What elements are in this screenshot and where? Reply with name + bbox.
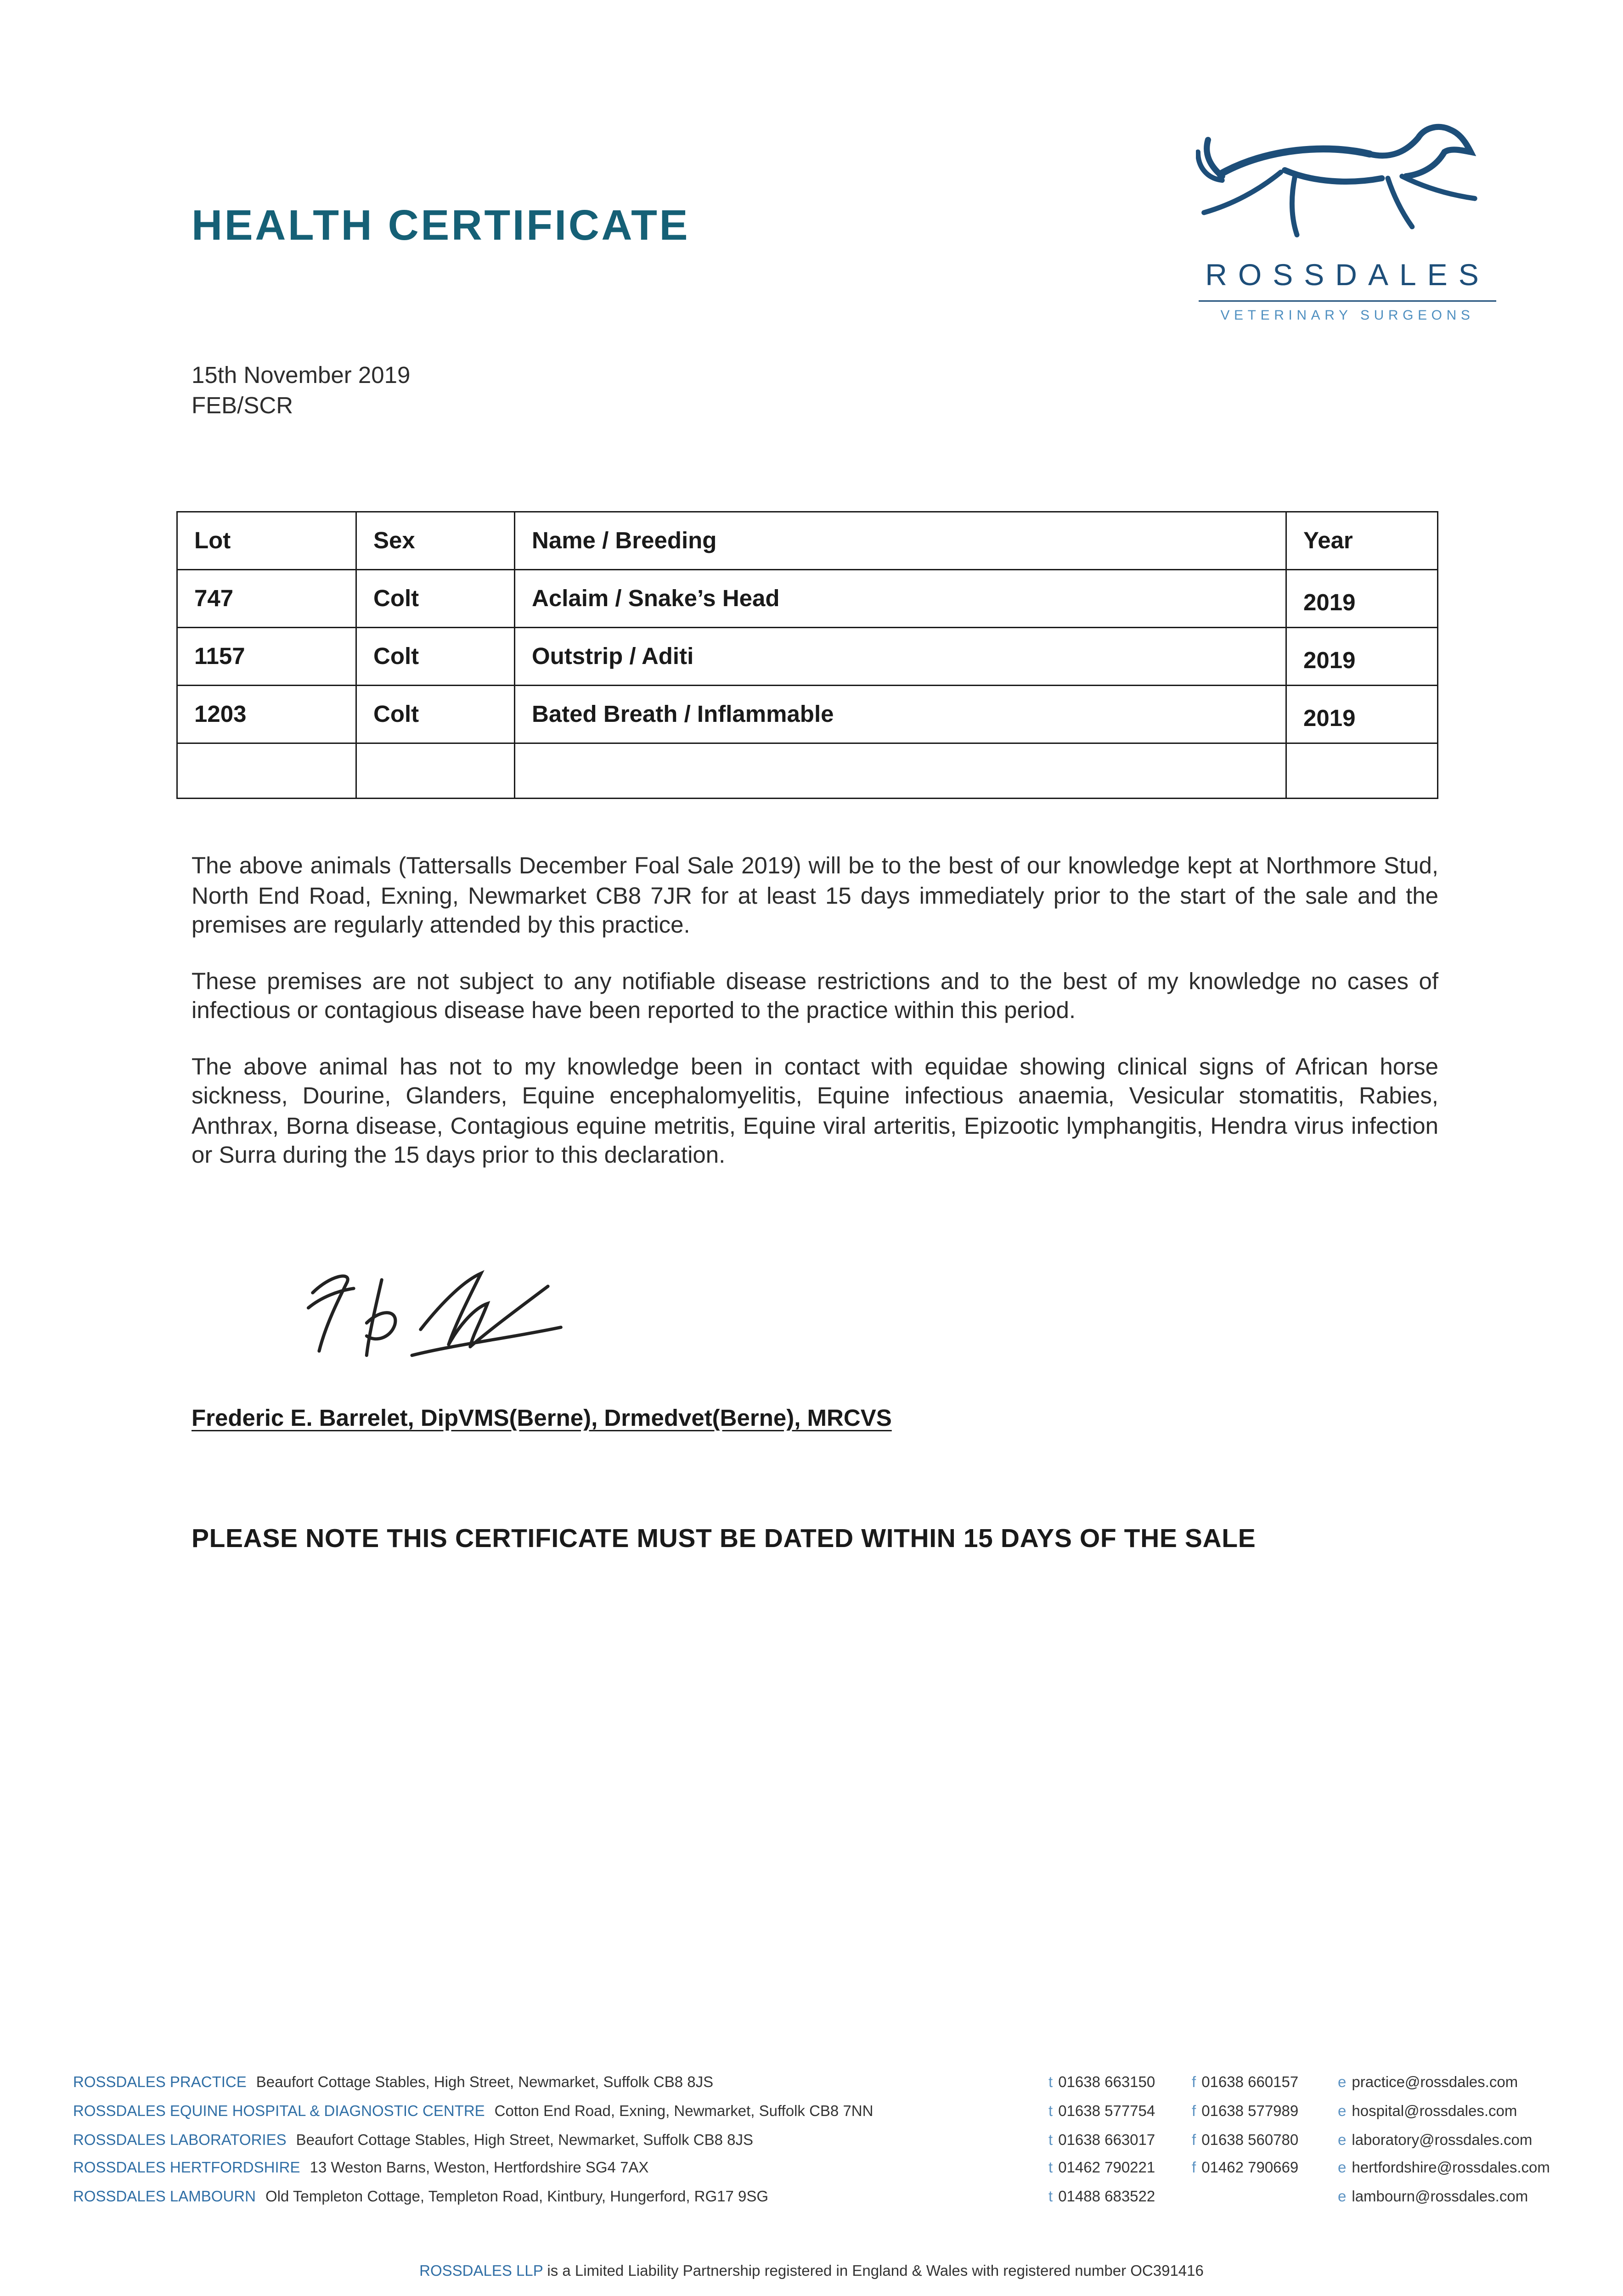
cell-year (1286, 743, 1438, 799)
cell-lot (177, 743, 356, 799)
tel-label: t (1048, 2075, 1053, 2091)
email-label: e (1338, 2075, 1347, 2091)
office-tel (1048, 2184, 1192, 2212)
tel-number: 01638 663150 (1058, 2075, 1155, 2091)
table-row-empty (177, 743, 1438, 799)
office-email (1338, 2069, 1543, 2098)
email-label: e (1338, 2132, 1347, 2149)
cell-lot: 1203 (177, 686, 356, 743)
fax-number: 01638 660157 (1201, 2075, 1299, 2091)
veterinarian-name: Frederic E. Barrelet, DipVMS(Berne), Drmedvet(Berne), MRCVS (192, 1405, 892, 1431)
office-name: ROSSDALES PRACTICE (73, 2075, 247, 2091)
email-address: practice@rossdales.com (1352, 2075, 1518, 2091)
email-address: hertfordshire@rossdales.com (1352, 2161, 1550, 2178)
registration-brand: ROSSDALES LLP (419, 2263, 543, 2280)
page-title: HEALTH CERTIFICATE (192, 201, 690, 249)
galloping-horse-icon (1196, 121, 1499, 253)
email-address: lambourn@rossdales.com (1352, 2189, 1528, 2206)
col-header-name: Name / Breeding (515, 512, 1286, 570)
cell-sex: Colt (356, 628, 515, 686)
tel-label: t (1048, 2103, 1053, 2120)
cell-sex: Colt (356, 686, 515, 743)
fax-label: f (1192, 2103, 1196, 2120)
lots-table (176, 511, 1438, 799)
logo-brand-text: ROSSDALES (1205, 258, 1490, 292)
office-name-address (73, 2184, 1048, 2212)
fax-label: f (1192, 2075, 1196, 2091)
office-name: ROSSDALES HERTFORDSHIRE (73, 2161, 300, 2178)
office-name-address (73, 2069, 1048, 2098)
declaration-text (192, 851, 1438, 1197)
tel-label: t (1048, 2132, 1053, 2149)
fax-number: 01462 790669 (1201, 2161, 1299, 2178)
office-row-practice (73, 2069, 1543, 2098)
fax-label: f (1192, 2132, 1196, 2149)
tel-label: t (1048, 2189, 1053, 2206)
email-address: hospital@rossdales.com (1352, 2103, 1517, 2120)
cell-year: 2019 (1286, 686, 1438, 743)
office-name-address (73, 2127, 1048, 2155)
office-name: ROSSDALES LAMBOURN (73, 2189, 256, 2206)
paragraph-premises: The above animals (Tattersalls December Foal Sale 2019) will be to the best of our knowledge kept at Northmore Stud, North End Road, Exning, Newmarket CB8 7JR for at least 15 days immediately prior to the start of the sale and the premises are regularly attended by this practice. (192, 853, 1438, 938)
cell-year: 2019 (1286, 628, 1438, 686)
office-row-laboratories (73, 2127, 1543, 2155)
rossdales-logo (1196, 121, 1499, 324)
tel-number: 01638 577754 (1058, 2103, 1155, 2120)
office-name: ROSSDALES LABORATORIES (73, 2132, 287, 2149)
cell-name: Bated Breath / Inflammable (515, 686, 1286, 743)
table-row (177, 570, 1438, 628)
cell-lot: 747 (177, 570, 356, 628)
cell-name (515, 743, 1286, 799)
col-header-lot: Lot (177, 512, 356, 570)
office-name: ROSSDALES EQUINE HOSPITAL & DIAGNOSTIC CENTRE (73, 2103, 485, 2120)
paragraph-disease-restrictions: These premises are not subject to any notifiable disease restrictions and to the best of my knowledge no cases of infectious or contagious disease have been reported to the practice within this period. (192, 968, 1438, 1024)
office-address: Old Templeton Cottage, Templeton Road, Kintbury, Hungerford, RG17 9SG (265, 2189, 769, 2206)
office-address: Cotton End Road, Exning, Newmarket, Suffolk CB8 7NN (494, 2103, 873, 2120)
validity-notice: PLEASE NOTE THIS CERTIFICATE MUST BE DATED WITHIN 15 DAYS OF THE SALE (192, 1525, 1256, 1554)
cell-sex: Colt (356, 570, 515, 628)
registration-line (0, 2263, 1623, 2280)
email-address: laboratory@rossdales.com (1352, 2132, 1533, 2149)
table-header-row (177, 512, 1438, 570)
footer-offices (73, 2069, 1550, 2212)
cell-lot: 1157 (177, 628, 356, 686)
office-email (1338, 2155, 1550, 2183)
email-label: e (1338, 2161, 1347, 2178)
certificate-date: 15th November 2019 (192, 362, 411, 388)
office-fax (1192, 2155, 1338, 2183)
logo-divider (1199, 300, 1496, 302)
tel-number: 01488 683522 (1058, 2189, 1155, 2206)
office-name-address (73, 2098, 1048, 2126)
office-fax (1192, 2069, 1338, 2098)
cell-year: 2019 (1286, 570, 1438, 628)
fax-number: 01638 560780 (1201, 2132, 1299, 2149)
handwritten-signature (282, 1256, 606, 1383)
office-row-hospital (73, 2098, 1543, 2126)
fax-number: 01638 577989 (1201, 2103, 1299, 2120)
table-row (177, 686, 1438, 743)
email-label: e (1338, 2103, 1347, 2120)
registration-text: is a Limited Liability Partnership registered in England & Wales with registered number OC391416 (543, 2263, 1204, 2280)
office-name-address (73, 2155, 1048, 2183)
tel-label: t (1048, 2161, 1053, 2178)
office-address: Beaufort Cottage Stables, High Street, Newmarket, Suffolk CB8 8JS (296, 2132, 754, 2149)
office-fax (1192, 2127, 1338, 2155)
reference-code: FEB/SCR (192, 393, 293, 419)
tel-number: 01462 790221 (1058, 2161, 1155, 2178)
cell-name: Aclaim / Snake’s Head (515, 570, 1286, 628)
fax-label: f (1192, 2161, 1196, 2178)
office-tel (1048, 2069, 1192, 2098)
office-tel (1048, 2155, 1192, 2183)
col-header-sex: Sex (356, 512, 515, 570)
table-row (177, 628, 1438, 686)
logo-tagline: VETERINARY SURGEONS (1220, 309, 1475, 324)
office-address: 13 Weston Barns, Weston, Hertfordshire SG4 7AX (310, 2161, 649, 2178)
cell-sex (356, 743, 515, 799)
email-label: e (1338, 2189, 1347, 2206)
date-block (192, 361, 410, 422)
office-fax (1192, 2098, 1338, 2126)
office-address: Beaufort Cottage Stables, High Street, Newmarket, Suffolk CB8 8JS (256, 2075, 714, 2091)
office-email (1338, 2127, 1543, 2155)
cell-name: Outstrip / Aditi (515, 628, 1286, 686)
office-row-lambourn (73, 2184, 1543, 2212)
office-tel (1048, 2098, 1192, 2126)
office-row-hertfordshire (73, 2155, 1550, 2183)
office-email (1338, 2098, 1543, 2126)
paragraph-contact-declaration: The above animal has not to my knowledge been in contact with equidae showing clinical signs of African horse sickness, Dourine, Glanders, Equine encephalomyelitis, Equine infectious anaemia, Vesicular stomatitis, Rabies, Anthrax, Borna disease, Contagious equine metritis, Equine viral arteritis, Epizootic lymphangitis, Hendra virus infection or Surra during the 15 days prior to this declaration. (192, 1053, 1438, 1168)
office-email (1338, 2184, 1543, 2212)
office-tel (1048, 2127, 1192, 2155)
tel-number: 01638 663017 (1058, 2132, 1155, 2149)
col-header-year: Year (1286, 512, 1438, 570)
